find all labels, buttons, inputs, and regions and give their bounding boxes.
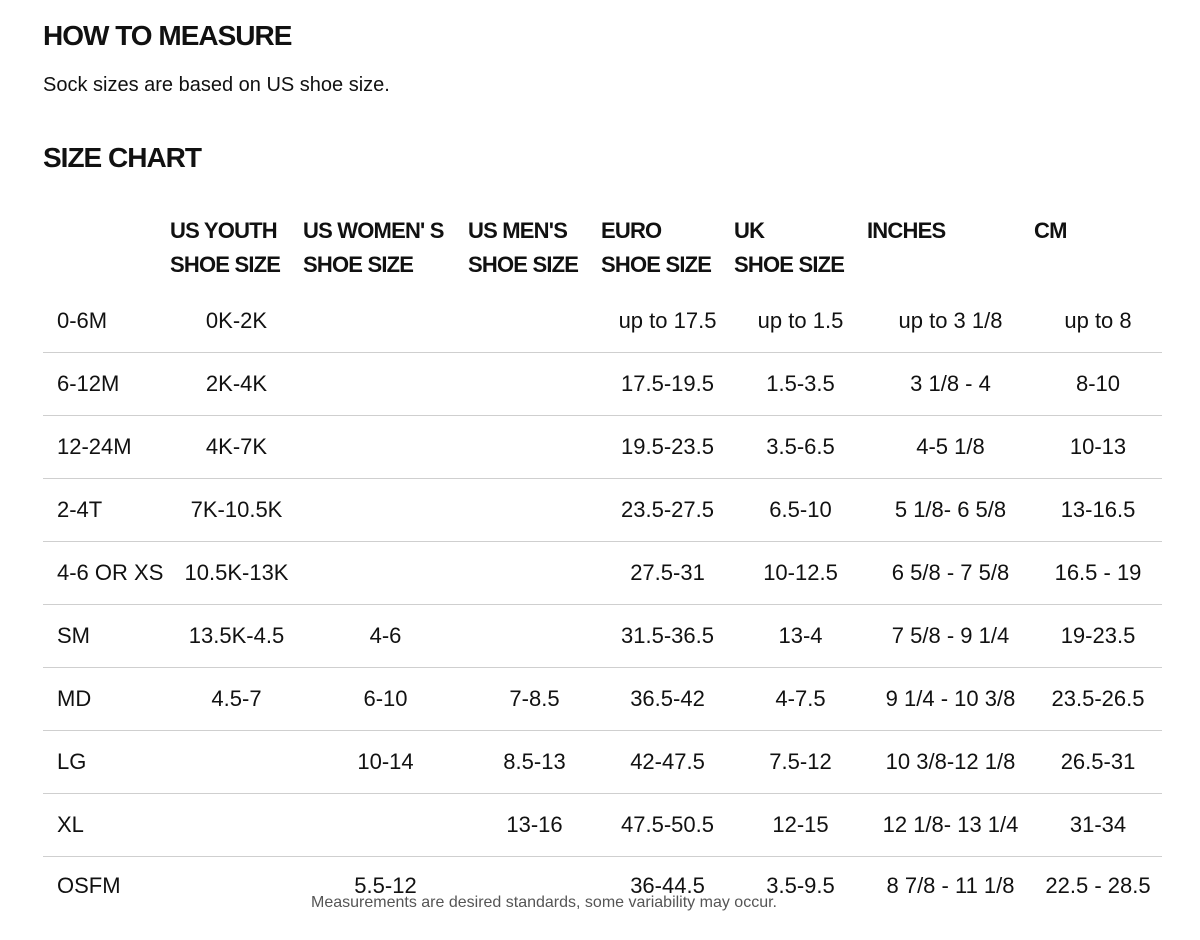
header-us-womens: US WOMEN' S SHOE SIZE <box>303 218 444 277</box>
cell-size: XL <box>43 794 170 857</box>
cell-us-womens: 5.5-12 <box>354 873 417 898</box>
cell-cm: 23.5-26.5 <box>1034 668 1162 731</box>
header-us-mens: US MEN'S SHOE SIZE <box>468 218 579 277</box>
header-us-youth: US YOUTH SHOE SIZE <box>170 218 281 277</box>
cell-us-womens: 6-10 <box>303 668 468 731</box>
how-to-measure-text: Sock sizes are based on US shoe size. <box>43 74 390 96</box>
cell-us-womens <box>303 794 468 857</box>
cell-us-youth: 2K-4K <box>170 353 303 416</box>
cell-uk: 12-15 <box>734 794 867 857</box>
cell-inches: 9 1/4 - 10 3/8 <box>867 668 1034 731</box>
size-chart-body <box>43 290 1162 915</box>
cell-us-youth: 4K-7K <box>170 416 303 479</box>
cell-us-mens <box>468 290 601 353</box>
cell-euro: 17.5-19.5 <box>601 353 734 416</box>
cell-us-mens: 13-16 <box>468 794 601 857</box>
cell-inches: 3 1/8 - 4 <box>867 353 1034 416</box>
cell-euro: up to 17.5 <box>601 290 734 353</box>
cell-uk: 1.5-3.5 <box>734 353 867 416</box>
cell-euro: 23.5-27.5 <box>601 479 734 542</box>
size-chart-table <box>43 204 1162 915</box>
cell-uk: 7.5-12 <box>734 731 867 794</box>
cell-size: 0-6M <box>43 290 170 353</box>
table-row <box>43 290 1162 353</box>
cell-cm: 19-23.5 <box>1034 605 1162 668</box>
cell-us-womens: 10-14 <box>303 731 468 794</box>
cell-inches: up to 3 1/8 <box>867 290 1034 353</box>
cell-us-mens: 7-8.5 <box>468 668 601 731</box>
how-to-measure-title: HOW TO MEASURE <box>43 20 292 51</box>
cell-inches: 6 5/8 - 7 5/8 <box>867 542 1034 605</box>
cell-us-youth: 10.5K-13K <box>170 542 303 605</box>
cell-size: 12-24M <box>43 416 170 479</box>
cell-size: MD <box>43 668 170 731</box>
cell-us-mens <box>468 479 601 542</box>
table-row <box>43 353 1162 416</box>
cell-cm: 13-16.5 <box>1034 479 1162 542</box>
cell-us-youth: 4.5-7 <box>170 668 303 731</box>
cell-us-womens <box>303 479 468 542</box>
cell-cm: 8-10 <box>1034 353 1162 416</box>
cell-cm: 10-13 <box>1034 416 1162 479</box>
table-row <box>43 542 1162 605</box>
cell-euro: 42-47.5 <box>601 731 734 794</box>
cell-size: 4-6 OR XS <box>43 542 170 605</box>
cell-size: 6-12M <box>43 353 170 416</box>
cell-inches: 5 1/8- 6 5/8 <box>867 479 1034 542</box>
header-inches: INCHES <box>867 218 946 243</box>
table-row <box>43 479 1162 542</box>
cell-size: 2-4T <box>43 479 170 542</box>
measurement-footnote: Measurements are desired standards, some variability may occur. <box>311 894 777 911</box>
cell-us-youth <box>170 794 303 857</box>
cell-size: LG <box>43 731 170 794</box>
cell-uk: 13-4 <box>734 605 867 668</box>
cell-cm: 22.5 - 28.5 <box>1045 873 1151 898</box>
header-cm: CM <box>1034 218 1067 243</box>
table-row <box>43 794 1162 857</box>
header-euro: EURO SHOE SIZE <box>601 218 712 277</box>
cell-us-mens <box>468 605 601 668</box>
cell-us-mens <box>468 416 601 479</box>
cell-uk: 3.5-6.5 <box>734 416 867 479</box>
cell-us-womens <box>303 290 468 353</box>
cell-us-mens <box>468 542 601 605</box>
cell-size: OSFM <box>57 873 121 898</box>
cell-inches: 4-5 1/8 <box>867 416 1034 479</box>
header-row <box>43 204 1162 290</box>
cell-euro: 36.5-42 <box>601 668 734 731</box>
header-uk: UK SHOE SIZE <box>734 218 845 277</box>
header-size-label <box>43 204 170 290</box>
cell-uk: up to 1.5 <box>734 290 867 353</box>
cell-us-womens: 4-6 <box>303 605 468 668</box>
cell-euro: 47.5-50.5 <box>601 794 734 857</box>
cell-us-womens <box>303 416 468 479</box>
cell-us-womens <box>303 542 468 605</box>
cell-us-youth: 7K-10.5K <box>170 479 303 542</box>
table-row <box>43 416 1162 479</box>
cell-us-youth <box>170 857 303 916</box>
size-chart-title: SIZE CHART <box>43 142 201 173</box>
cell-cm: 16.5 - 19 <box>1034 542 1162 605</box>
cell-uk: 3.5-9.5 <box>766 873 835 898</box>
cell-euro: 36-44.5 <box>630 873 705 898</box>
cell-us-womens <box>303 353 468 416</box>
cell-us-youth: 0K-2K <box>170 290 303 353</box>
cell-cm: up to 8 <box>1034 290 1162 353</box>
table-row <box>43 668 1162 731</box>
cell-us-mens: 8.5-13 <box>468 731 601 794</box>
cell-inches: 8 7/8 - 11 1/8 <box>886 873 1015 898</box>
cell-us-youth: 13.5K-4.5 <box>170 605 303 668</box>
cell-inches: 7 5/8 - 9 1/4 <box>867 605 1034 668</box>
cell-inches: 10 3/8-12 1/8 <box>867 731 1034 794</box>
cell-size: SM <box>43 605 170 668</box>
cell-euro: 19.5-23.5 <box>601 416 734 479</box>
cell-uk: 4-7.5 <box>734 668 867 731</box>
cell-cm: 31-34 <box>1034 794 1162 857</box>
cell-uk: 10-12.5 <box>734 542 867 605</box>
cell-cm: 26.5-31 <box>1034 731 1162 794</box>
cell-uk: 6.5-10 <box>734 479 867 542</box>
cell-euro: 27.5-31 <box>601 542 734 605</box>
table-row <box>43 731 1162 794</box>
cell-inches: 12 1/8- 13 1/4 <box>867 794 1034 857</box>
table-row <box>43 605 1162 668</box>
cell-us-mens <box>468 353 601 416</box>
cell-us-youth <box>170 731 303 794</box>
cell-euro: 31.5-36.5 <box>601 605 734 668</box>
